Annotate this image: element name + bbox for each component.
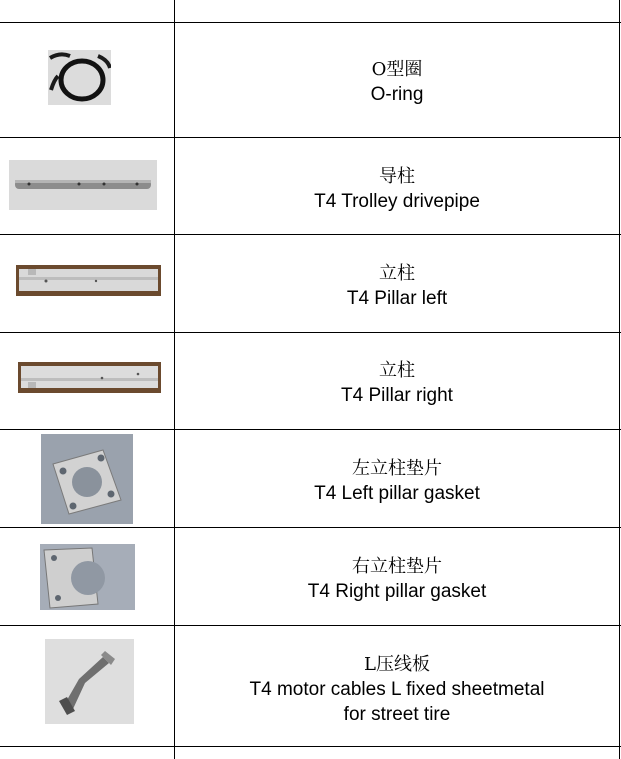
part-name-english-line2: for street tire bbox=[343, 704, 451, 725]
part-name-english: T4 Pillar right bbox=[341, 385, 453, 406]
part-name-chinese: 导柱 bbox=[379, 166, 415, 187]
part-name-english: T4 motor cables L fixed sheetmetal bbox=[249, 679, 545, 700]
part-description bbox=[175, 358, 619, 408]
l-sheetmetal-photo bbox=[45, 639, 134, 724]
pillar-right-photo bbox=[18, 362, 161, 393]
part-name-english: T4 Trolley drivepipe bbox=[314, 191, 480, 212]
part-name-english: T4 Left pillar gasket bbox=[314, 483, 480, 504]
part-name-chinese: 左立柱垫片 bbox=[352, 458, 442, 479]
row-divider bbox=[0, 429, 621, 430]
o-ring-photo bbox=[48, 50, 111, 105]
row-divider bbox=[0, 625, 621, 626]
part-description bbox=[175, 554, 619, 604]
part-name-english: T4 Right pillar gasket bbox=[307, 581, 487, 602]
part-name-english: T4 Pillar left bbox=[346, 288, 448, 309]
part-description bbox=[175, 57, 619, 107]
part-name-chinese: 右立柱垫片 bbox=[352, 556, 442, 577]
pillar-left-photo bbox=[16, 265, 161, 296]
row-divider bbox=[0, 527, 621, 528]
part-name-english: O-ring bbox=[370, 84, 424, 105]
right-gasket-photo bbox=[40, 544, 135, 610]
part-description bbox=[175, 261, 619, 311]
part-description bbox=[175, 164, 619, 214]
column-divider bbox=[619, 0, 620, 759]
part-description bbox=[175, 652, 619, 727]
row-divider bbox=[0, 137, 621, 138]
row-divider bbox=[0, 234, 621, 235]
row-divider bbox=[0, 332, 621, 333]
row-divider bbox=[0, 22, 621, 23]
part-name-chinese: O型圈 bbox=[371, 59, 423, 80]
left-gasket-photo bbox=[41, 434, 133, 524]
row-divider bbox=[0, 746, 621, 747]
part-name-chinese: L压线板 bbox=[364, 654, 430, 675]
drivepipe-photo bbox=[9, 160, 157, 210]
part-description bbox=[175, 456, 619, 506]
part-name-chinese: 立柱 bbox=[379, 360, 415, 381]
part-name-chinese: 立柱 bbox=[379, 263, 415, 284]
